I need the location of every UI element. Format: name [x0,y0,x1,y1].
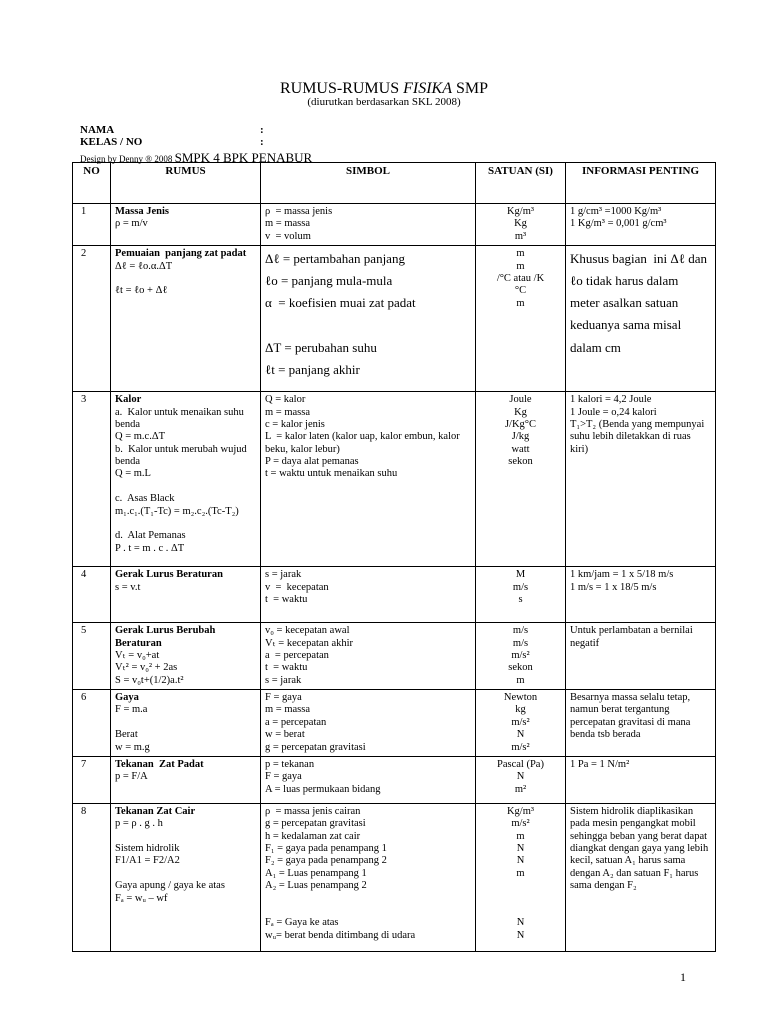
kelas-label: KELAS / NO [80,136,143,148]
simbol-line: ℓo = panjang mula-mula [265,273,393,289]
simbol-cell [261,567,476,623]
satuan-line: sekon [508,456,533,467]
info-cell [566,623,716,690]
rumus-line: Sistem hidrolik [115,843,180,854]
rumus-line: c. Asas Black [115,493,175,505]
table-row [73,803,716,951]
rumus-line: ρ = m/v [115,218,148,230]
simbol-line: m = massa [265,406,310,418]
satuan-line: m/s² [511,741,530,753]
satuan-line [480,905,561,917]
rumus-line: p = F/A [115,771,148,783]
rumus-cell [111,567,261,623]
satuan-cell [476,392,566,567]
info-line: 1 g/cm³ =1000 Kg/m³ [570,206,662,217]
info-cell [566,756,716,803]
satuan-line: m [516,867,525,879]
simbol-line: h = kedalaman zat cair [265,830,361,842]
page-number: 1 [680,970,686,984]
simbol-line: g = percepatan gravitasi [265,818,366,830]
satuan-line: J/Kg°C [504,418,537,430]
header-info: INFORMASI PENTING [566,163,716,204]
satuan-line: N [516,729,525,741]
rumus-line: b. Kalor untuk merubah wujud benda [115,443,250,467]
simbol-line: t = waktu untuk menaikan suhu [265,468,398,480]
simbol-line: m = massa [265,704,310,716]
simbol-line: g = percepatan gravitasi [265,741,366,753]
satuan-line: m [516,248,525,260]
satuan-line: m³ [514,230,527,242]
satuan-cell [476,803,566,951]
rumus-line: Kalor [115,394,142,406]
row-number: 1 [73,204,111,246]
rumus-cell [111,803,261,951]
rumus-line: Massa Jenis [115,206,169,217]
rumus-line [115,518,256,530]
rumus-line: Berat [115,729,138,741]
rumus-line: w = m.g [115,741,150,753]
rumus-line: Gerak Lurus Beraturan [115,569,223,581]
info-line: 1 m/s = 1 x 18/5 m/s [570,581,657,593]
rumus-line: d. Alat Pemanas [115,530,186,542]
nama-label: NAMA [80,124,115,136]
satuan-line: °C [514,285,527,297]
info-line: Besarnya massa selalu tetap, namun berat tergantung percepatan gravitasi di mana benda tsb berada [570,692,694,741]
rumus-line: S = v₀t+(1/2)a.t² [115,674,184,686]
simbol-line: A₂ = Luas penampang 2 [265,880,367,892]
satuan-line: m² [514,783,527,795]
simbol-line: ρ = massa jenis [265,206,333,217]
satuan-line: m/s² [511,649,530,661]
row-number: 5 [73,623,111,690]
simbol-line: ΔT = perubahan suhu [265,339,377,355]
satuan-line: watt [511,443,530,455]
rumus-line: F1/A1 = F2/A2 [115,855,180,867]
info-line: Untuk perlambatan a bernilai negatif [570,625,696,649]
page-subtitle: (diurutkan berdasarkan SKL 2008) [307,96,461,108]
simbol-cell [261,246,476,392]
row-number: 2 [73,246,111,392]
simbol-line: P = daya alat pemanas [265,456,359,467]
satuan-line: m [516,674,525,686]
rumus-cell [111,623,261,690]
satuan-line: m/s [512,581,529,593]
simbol-line: v₀ = kecepatan awal [265,625,350,637]
rumus-line: p = ρ . g . h [115,818,163,830]
satuan-cell [476,204,566,246]
info-cell [566,690,716,757]
satuan-line: kg [515,704,526,716]
simbol-line: ℓt = panjang akhir [265,361,360,377]
satuan-line: Kg/m³ [506,805,535,817]
simbol-cell [261,623,476,690]
simbol-cell [261,204,476,246]
simbol-line: F = gaya [265,771,302,783]
satuan-line: m/s² [511,716,530,728]
rumus-line: Vₜ² = v₀² + 2as [115,662,178,674]
row-number: 3 [73,392,111,567]
kelas-colon: : [260,136,264,148]
design-text: Design by Denny ® 2008 [80,154,173,164]
simbol-line: Vₜ = kecepatan akhir [265,637,354,649]
simbol-line: F = gaya [265,692,302,703]
rumus-cell [111,246,261,392]
satuan-cell [476,246,566,392]
satuan-line: Kg [514,218,527,230]
table-row [73,246,716,392]
table-header-row [73,163,716,204]
rumus-line [115,717,256,729]
title-part-3: SMP [455,80,489,97]
table-row [73,623,716,690]
title-part-1: RUMUS-RUMUS [279,80,400,97]
simbol-line: s = jarak [265,569,302,581]
satuan-cell [476,567,566,623]
simbol-line [265,905,471,917]
satuan-line: m/s [512,637,529,649]
rumus-line [115,481,256,493]
simbol-line: c = kalor jenis [265,418,325,430]
simbol-line: F₂ = gaya pada penampang 2 [265,855,387,867]
satuan-line: s [518,593,523,605]
satuan-line: Kg [514,406,527,418]
table-row [73,204,716,246]
header-simbol: SIMBOL [261,163,476,204]
satuan-line: sekon [508,662,533,674]
rumus-cell [111,392,261,567]
school-name: SMPK 4 BPK PENABUR [174,150,313,165]
simbol-line: a = percepatan [265,649,329,661]
satuan-line: N [516,929,525,941]
satuan-line: N [516,855,525,867]
satuan-cell [476,623,566,690]
info-cell [566,204,716,246]
simbol-line: wᵤ= berat benda ditimbang di udara [265,929,416,941]
satuan-line: N [516,771,525,783]
simbol-line: Fₐ = Gaya ke atas [265,917,339,929]
row-number: 4 [73,567,111,623]
rumus-line: Fₐ = wᵤ – wf [115,892,168,904]
simbol-line: v = volum [265,230,311,242]
table-body [73,204,716,952]
info-cell [566,803,716,951]
row-number: 6 [73,690,111,757]
satuan-line: J/kg [511,431,530,443]
rumus-line: Q = m.c.ΔT [115,431,165,443]
rumus-line [115,273,256,285]
rumus-line: Gaya apung / gaya ke atas [115,880,225,892]
table-row [73,690,716,757]
satuan-line: Kg/m³ [506,206,535,217]
simbol-line: L = kalor laten (kalor uap, kalor embun, kalor beku, kalor lebur) [265,431,463,455]
table-row [73,756,716,803]
info-line: 1 Pa = 1 N/m² [570,758,630,770]
satuan-line: Newton [503,692,538,703]
satuan-line: N [516,843,525,854]
nama-colon: : [260,124,264,136]
simbol-line: ρ = massa jenis cairan [265,805,361,817]
info-line: 1 km/jam = 1 x 5/18 m/s [570,569,674,581]
rumus-line: Tekanan Zat Padat [115,758,204,770]
table-row [73,392,716,567]
info-line: 1 Kg/m³ = 0,001 g/cm³ [570,218,667,230]
satuan-line: Joule [509,394,532,406]
rumus-line: Vₜ = v₀+at [115,649,160,661]
info-line: Khusus bagian ini Δℓ dan ℓo tidak harus dalam meter asalkan satuan keduanya sama misal dalam cm [570,251,711,355]
rumus-line: Pemuaian panjang zat padat [115,248,247,260]
rumus-cell [111,756,261,803]
simbol-line: A₁ = Luas penampang 1 [265,867,367,879]
header-rumus: RUMUS [111,163,261,204]
simbol-line: Q = kalor [265,394,306,406]
kelas-field [80,136,264,148]
simbol-line: p = tekanan [265,758,315,770]
info-cell [566,392,716,567]
simbol-cell [261,690,476,757]
row-number: 7 [73,756,111,803]
satuan-cell [476,756,566,803]
satuan-cell [476,690,566,757]
simbol-line: F₁ = gaya pada penampang 1 [265,843,387,854]
simbol-line: w = berat [265,729,305,741]
satuan-line [480,893,561,905]
rumus-line: Gerak Lurus Berubah Beraturan [115,625,218,649]
rumus-line: Tekanan Zat Cair [115,805,196,817]
info-line: 1 Joule = o,24 kalori [570,406,657,418]
rumus-line: m₁.c₁.(T₁-Tc) = m₂.c₂.(Tc-T₂) [115,505,239,517]
nama-field [80,124,264,136]
rumus-line: s = v.t [115,581,141,593]
satuan-line: m [516,260,525,272]
header-no: NO [73,163,111,204]
rumus-line: F = m.a [115,704,148,716]
header-satuan: SATUAN (SI) [476,163,566,204]
rumus-line: P . t = m . c . ΔT [115,542,185,554]
rumus-line: Δℓ = ℓo.α.ΔT [115,260,173,272]
simbol-line: v = kecepatan [265,581,329,593]
simbol-cell [261,392,476,567]
simbol-line: A = luas permukaan bidang [265,783,381,795]
rumus-line: Gaya [115,692,139,703]
info-line: 1 kalori = 4,2 Joule [570,394,652,406]
simbol-line [265,893,471,905]
satuan-line [480,880,561,892]
info-cell [566,567,716,623]
formula-table [72,162,716,952]
simbol-cell [261,803,476,951]
table-row [73,567,716,623]
satuan-line: m/s² [511,818,530,830]
rumus-line: ℓt = ℓo + Δℓ [115,285,168,297]
satuan-line: m/s [512,625,529,637]
satuan-line: m [516,297,525,309]
satuan-line: /°C atau /K [496,272,545,284]
rumus-line: Q = m.L [115,468,151,480]
rumus-line: a. Kalor untuk menaikan suhu benda [115,406,247,430]
info-line: T₁>T₂ (Benda yang mempunyai suhu lebih diletakkan di ruas kiri) [570,418,707,455]
simbol-line [265,314,471,336]
rumus-cell [111,204,261,246]
satuan-line: m [516,830,525,842]
simbol-line: t = waktu [265,593,308,605]
rumus-line [115,831,256,843]
simbol-line: Δℓ = pertambahan panjang [265,251,405,267]
simbol-cell [261,756,476,803]
info-line: Sistem hidrolik diaplikasikan pada mesin pengangkat mobil sehingga beban yang berat dapat diangkat dengan gaya yang lebih kecil, satuan A₁ harus sama dengan A₂ dan satuan F₁ harus sama dengan F₂ [570,805,711,892]
simbol-line: s = jarak [265,674,302,686]
satuan-line: N [516,917,525,929]
simbol-line: a = percepatan [265,716,327,728]
rumus-cell [111,690,261,757]
title-part-2: FISIKA [403,80,452,97]
simbol-line: t = waktu [265,662,308,674]
satuan-line: M [515,569,526,581]
rumus-line [115,868,256,880]
row-number: 8 [73,803,111,951]
simbol-line: m = massa [265,218,310,230]
satuan-line: Pascal (Pa) [497,758,544,770]
simbol-line: α = koefisien muai zat padat [265,295,416,311]
info-cell [566,246,716,392]
